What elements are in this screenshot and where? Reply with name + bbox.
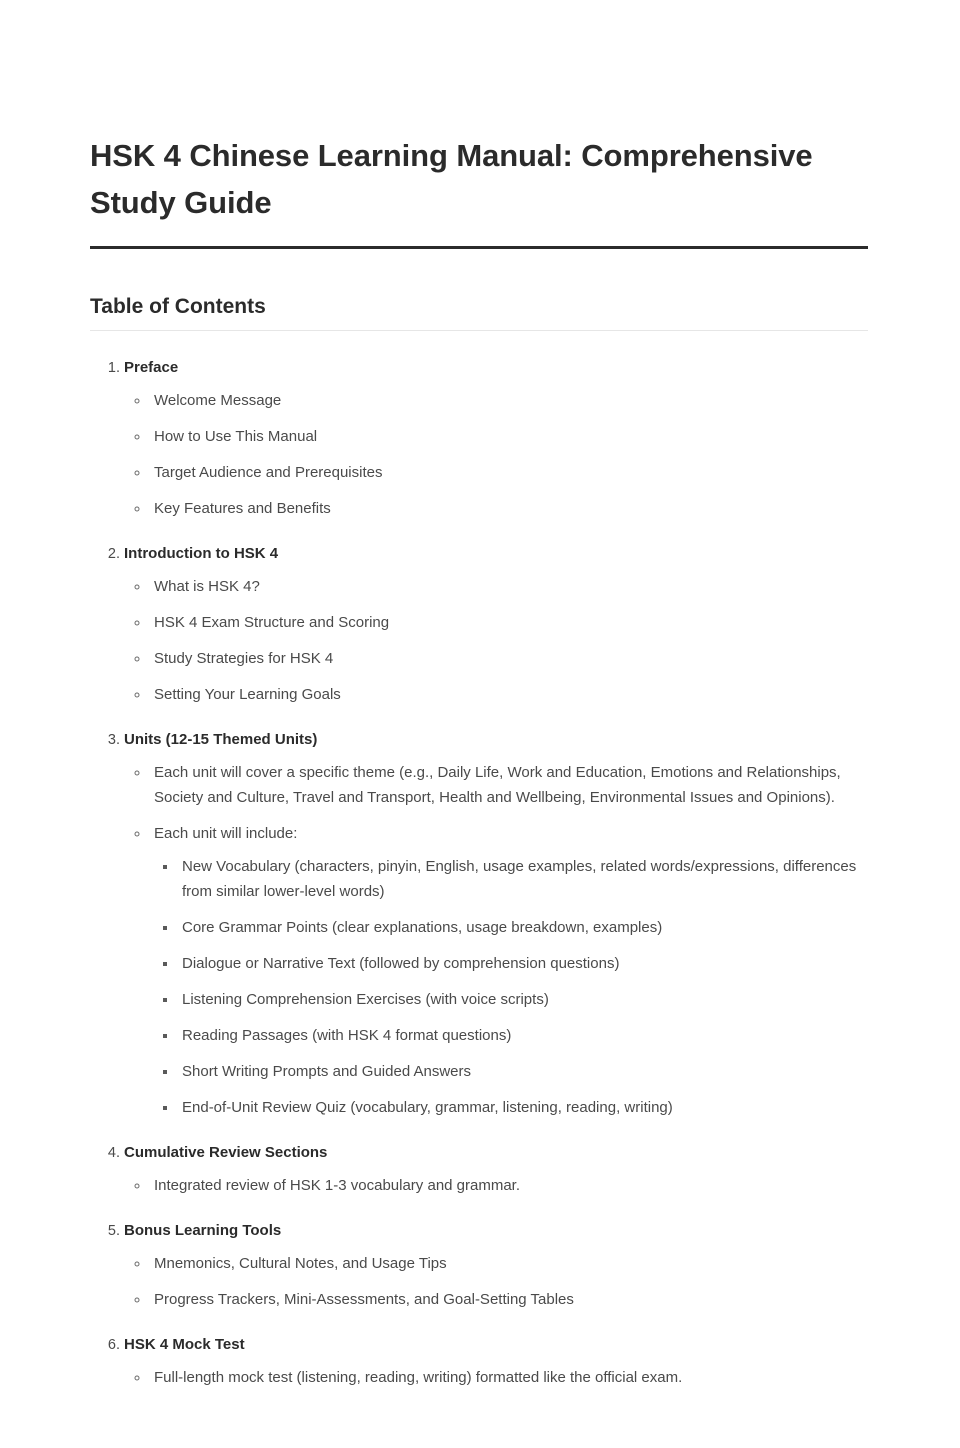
toc-section-label: HSK 4 Mock Test <box>124 1336 245 1353</box>
list-item: ▪ Core Grammar Points (clear explanations, usage breakdown, examples) <box>178 915 868 940</box>
list-item: ▪ End-of-Unit Review Quiz (vocabulary, grammar, listening, reading, writing) <box>178 1095 868 1120</box>
toc-section <box>124 539 868 707</box>
toc-section-label: Introduction to HSK 4 <box>124 545 279 562</box>
list-item <box>150 821 868 1120</box>
toc-section <box>124 1330 868 1390</box>
list-item: ◦ Progress Trackers, Mini-Assessments, and Goal-Setting Tables <box>150 1287 868 1312</box>
list-item: ◦ Setting Your Learning Goals <box>150 682 868 707</box>
list-item: ◦ How to Use This Manual <box>150 424 868 449</box>
toc-section-label: Preface <box>124 359 179 376</box>
list-item: ◦ Study Strategies for HSK 4 <box>150 646 868 671</box>
toc-section <box>124 725 868 1120</box>
toc-section <box>124 1216 868 1312</box>
toc-section-label: Units (12-15 Themed Units) <box>124 731 318 748</box>
toc-sub-list <box>124 1365 868 1390</box>
table-of-contents-list <box>90 353 868 1390</box>
list-item: ◦ Integrated review of HSK 1-3 vocabulary and grammar. <box>150 1173 868 1198</box>
list-item: ▪ Reading Passages (with HSK 4 format questions) <box>178 1023 868 1048</box>
list-item-label: Each unit will include: <box>154 825 298 842</box>
toc-sub-list <box>124 1251 868 1312</box>
list-item: ◦ Mnemonics, Cultural Notes, and Usage Tips <box>150 1251 868 1276</box>
list-item: ▪ Short Writing Prompts and Guided Answers <box>178 1059 868 1084</box>
list-item: ▪ Listening Comprehension Exercises (with voice scripts) <box>178 987 868 1012</box>
list-item: ◦ Target Audience and Prerequisites <box>150 460 868 485</box>
toc-sub-list <box>124 388 868 521</box>
toc-section <box>124 1138 868 1198</box>
toc-section-label: Bonus Learning Tools <box>124 1222 282 1239</box>
list-item: ▪ Dialogue or Narrative Text (followed by comprehension questions) <box>178 951 868 976</box>
list-item: ◦ Welcome Message <box>150 388 868 413</box>
page-title: HSK 4 Chinese Learning Manual: Comprehensive Study Guide <box>90 132 868 249</box>
toc-sub-sub-list <box>154 854 868 1120</box>
list-item: ◦ HSK 4 Exam Structure and Scoring <box>150 610 868 635</box>
list-item: ◦ Each unit will cover a specific theme (e.g., Daily Life, Work and Education, Emotions and Relationships, Society and Culture, Travel and Transport, Health and Wellbeing, Environmental Issues and Opinions). <box>150 760 868 810</box>
toc-sub-list <box>124 1173 868 1198</box>
table-of-contents-heading: Table of Contents <box>90 293 868 331</box>
list-item: ◦ Full-length mock test (listening, reading, writing) formatted like the official exam. <box>150 1365 868 1390</box>
toc-sub-list <box>124 574 868 707</box>
toc-section <box>124 353 868 521</box>
toc-section-label: Cumulative Review Sections <box>124 1144 328 1161</box>
toc-sub-list <box>124 760 868 1120</box>
list-item: ◦ What is HSK 4? <box>150 574 868 599</box>
list-item: ▪ New Vocabulary (characters, pinyin, English, usage examples, related words/expressions, differences from similar lower-level words) <box>178 854 868 904</box>
list-item: ◦ Key Features and Benefits <box>150 496 868 521</box>
